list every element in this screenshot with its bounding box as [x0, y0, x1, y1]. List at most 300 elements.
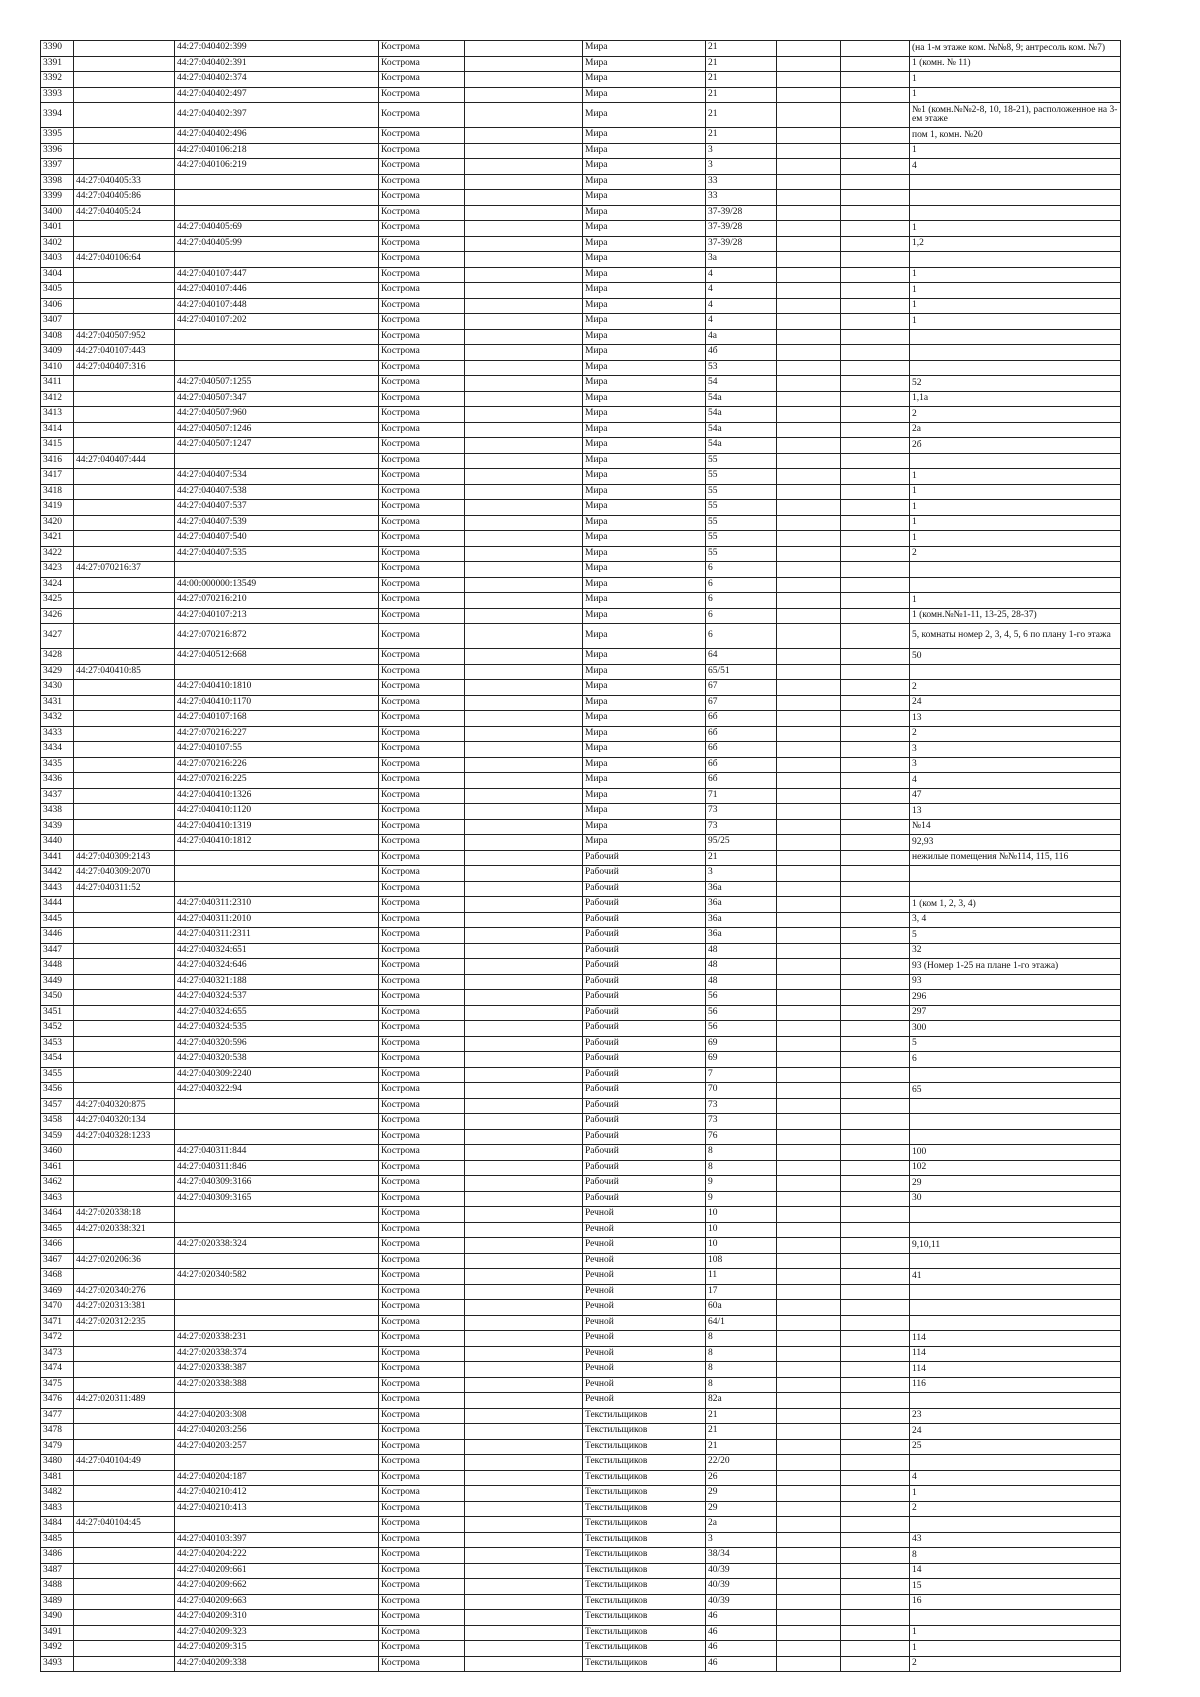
- row-number-cell: 3410: [41, 360, 74, 376]
- street-cell: Текстильщиков: [583, 1470, 706, 1486]
- street-cell: Рабочий: [583, 1176, 706, 1192]
- blank-cell-a: [465, 1222, 583, 1238]
- blank-cell-b: [777, 1501, 841, 1517]
- house-number-cell: 46: [706, 1610, 777, 1626]
- blank-cell-c: [841, 1393, 910, 1409]
- street-cell: Рабочий: [583, 1052, 706, 1068]
- row-number-cell: 3476: [41, 1393, 74, 1409]
- blank-cell-a: [465, 897, 583, 913]
- premises-cadastral-number-cell: 44:27:040407:535: [175, 546, 379, 562]
- city-cell: Кострома: [379, 1238, 465, 1254]
- street-cell: Мира: [583, 283, 706, 299]
- blank-cell-c: [841, 1486, 910, 1502]
- city-cell: Кострома: [379, 72, 465, 88]
- house-number-cell: 11: [706, 1269, 777, 1285]
- premises-cadastral-number-cell: 44:27:040407:539: [175, 515, 379, 531]
- street-cell: Мира: [583, 515, 706, 531]
- premises-number-cell: 25: [910, 1439, 1121, 1455]
- street-cell: Рабочий: [583, 1114, 706, 1130]
- house-number-cell: 6: [706, 624, 777, 649]
- blank-cell-c: [841, 804, 910, 820]
- premises-number-cell: 1,1а: [910, 391, 1121, 407]
- premises-cadastral-number-cell: 44:27:040410:1120: [175, 804, 379, 820]
- row-number-cell: 3390: [41, 41, 74, 57]
- premises-number-cell: 13: [910, 711, 1121, 727]
- table-row: [41, 1021, 1121, 1037]
- blank-cell-b: [777, 608, 841, 624]
- table-row: [41, 1517, 1121, 1533]
- table-row: [41, 1424, 1121, 1440]
- table-row: [41, 819, 1121, 835]
- street-cell: Мира: [583, 788, 706, 804]
- street-cell: Рабочий: [583, 897, 706, 913]
- blank-cell-b: [777, 1656, 841, 1672]
- house-number-cell: 21: [706, 1424, 777, 1440]
- house-number-cell: 95/25: [706, 835, 777, 851]
- street-cell: Рабочий: [583, 850, 706, 866]
- row-number-cell: 3392: [41, 72, 74, 88]
- blank-cell-b: [777, 267, 841, 283]
- land-cadastral-number-cell: [74, 1331, 175, 1347]
- land-cadastral-number-cell: [74, 41, 175, 57]
- blank-cell-b: [777, 974, 841, 990]
- street-cell: Рабочий: [583, 866, 706, 882]
- blank-cell-a: [465, 1114, 583, 1130]
- house-number-cell: 82а: [706, 1393, 777, 1409]
- table-row: [41, 221, 1121, 237]
- land-cadastral-number-cell: [74, 1594, 175, 1610]
- row-number-cell: 3419: [41, 500, 74, 516]
- premises-cadastral-number-cell: 44:27:040402:497: [175, 87, 379, 103]
- table-row: [41, 283, 1121, 299]
- street-cell: Мира: [583, 376, 706, 392]
- city-cell: Кострома: [379, 742, 465, 758]
- house-number-cell: 3: [706, 866, 777, 882]
- land-cadastral-number-cell: [74, 376, 175, 392]
- blank-cell-b: [777, 1207, 841, 1223]
- premises-cadastral-number-cell: 44:27:040311:2311: [175, 928, 379, 944]
- blank-cell-b: [777, 500, 841, 516]
- premises-number-cell: №14: [910, 819, 1121, 835]
- blank-cell-a: [465, 757, 583, 773]
- land-cadastral-number-cell: 44:27:040106:64: [74, 252, 175, 268]
- row-number-cell: 3461: [41, 1160, 74, 1176]
- table-row: [41, 1083, 1121, 1099]
- blank-cell-c: [841, 72, 910, 88]
- street-cell: Мира: [583, 360, 706, 376]
- table-row: [41, 1532, 1121, 1548]
- blank-cell-c: [841, 345, 910, 361]
- premises-cadastral-number-cell: 44:27:040324:655: [175, 1005, 379, 1021]
- premises-number-cell: [910, 1315, 1121, 1331]
- land-cadastral-number-cell: [74, 1625, 175, 1641]
- premises-number-cell: 2: [910, 1501, 1121, 1517]
- premises-cadastral-number-cell: [175, 1315, 379, 1331]
- blank-cell-c: [841, 1083, 910, 1099]
- blank-cell-c: [841, 695, 910, 711]
- blank-cell-b: [777, 1517, 841, 1533]
- blank-cell-b: [777, 391, 841, 407]
- blank-cell-c: [841, 593, 910, 609]
- table-row: [41, 1641, 1121, 1657]
- city-cell: Кострома: [379, 283, 465, 299]
- premises-number-cell: 1: [910, 72, 1121, 88]
- house-number-cell: 17: [706, 1284, 777, 1300]
- land-cadastral-number-cell: [74, 438, 175, 454]
- row-number-cell: 3477: [41, 1408, 74, 1424]
- table-row: [41, 757, 1121, 773]
- house-number-cell: 37-39/28: [706, 221, 777, 237]
- street-cell: Мира: [583, 174, 706, 190]
- premises-number-cell: 100: [910, 1145, 1121, 1161]
- table-row: [41, 1346, 1121, 1362]
- city-cell: Кострома: [379, 608, 465, 624]
- blank-cell-c: [841, 1439, 910, 1455]
- table-row: [41, 190, 1121, 206]
- blank-cell-b: [777, 1346, 841, 1362]
- premises-number-cell: 3: [910, 757, 1121, 773]
- land-cadastral-number-cell: [74, 1532, 175, 1548]
- house-number-cell: 8: [706, 1331, 777, 1347]
- land-cadastral-number-cell: 44:27:040407:316: [74, 360, 175, 376]
- premises-cadastral-number-cell: 44:27:040209:661: [175, 1563, 379, 1579]
- land-cadastral-number-cell: [74, 1269, 175, 1285]
- city-cell: Кострома: [379, 1424, 465, 1440]
- blank-cell-a: [465, 1098, 583, 1114]
- row-number-cell: 3413: [41, 407, 74, 423]
- blank-cell-c: [841, 711, 910, 727]
- document-page: [40, 40, 1120, 1672]
- street-cell: Речной: [583, 1253, 706, 1269]
- house-number-cell: 8: [706, 1145, 777, 1161]
- premises-cadastral-number-cell: 44:27:040507:347: [175, 391, 379, 407]
- blank-cell-c: [841, 1176, 910, 1192]
- table-row: [41, 773, 1121, 789]
- blank-cell-b: [777, 624, 841, 649]
- blank-cell-b: [777, 1439, 841, 1455]
- row-number-cell: 3439: [41, 819, 74, 835]
- land-cadastral-number-cell: [74, 624, 175, 649]
- blank-cell-b: [777, 453, 841, 469]
- table-row: [41, 680, 1121, 696]
- land-cadastral-number-cell: [74, 143, 175, 159]
- premises-cadastral-number-cell: [175, 205, 379, 221]
- blank-cell-b: [777, 943, 841, 959]
- street-cell: Речной: [583, 1300, 706, 1316]
- table-row: [41, 87, 1121, 103]
- blank-cell-a: [465, 1362, 583, 1378]
- premises-number-cell: 114: [910, 1331, 1121, 1347]
- land-cadastral-number-cell: 44:27:040405:24: [74, 205, 175, 221]
- premises-cadastral-number-cell: 44:27:040107:55: [175, 742, 379, 758]
- street-cell: Мира: [583, 562, 706, 578]
- premises-number-cell: 24: [910, 695, 1121, 711]
- street-cell: Мира: [583, 593, 706, 609]
- premises-cadastral-number-cell: [175, 1300, 379, 1316]
- house-number-cell: 46: [706, 1656, 777, 1672]
- land-cadastral-number-cell: 44:27:040410:85: [74, 664, 175, 680]
- blank-cell-b: [777, 1563, 841, 1579]
- premises-cadastral-number-cell: [175, 329, 379, 345]
- blank-cell-b: [777, 990, 841, 1006]
- blank-cell-a: [465, 87, 583, 103]
- house-number-cell: 10: [706, 1207, 777, 1223]
- blank-cell-c: [841, 531, 910, 547]
- blank-cell-a: [465, 1501, 583, 1517]
- blank-cell-b: [777, 469, 841, 485]
- row-number-cell: 3400: [41, 205, 74, 221]
- premises-cadastral-number-cell: 44:27:040107:202: [175, 314, 379, 330]
- city-cell: Кострома: [379, 205, 465, 221]
- premises-cadastral-number-cell: 44:27:040324:535: [175, 1021, 379, 1037]
- blank-cell-b: [777, 1191, 841, 1207]
- row-number-cell: 3480: [41, 1455, 74, 1471]
- table-row: [41, 329, 1121, 345]
- city-cell: Кострома: [379, 422, 465, 438]
- blank-cell-b: [777, 87, 841, 103]
- street-cell: Текстильщиков: [583, 1455, 706, 1471]
- blank-cell-b: [777, 56, 841, 72]
- premises-number-cell: 4: [910, 773, 1121, 789]
- house-number-cell: 21: [706, 87, 777, 103]
- blank-cell-b: [777, 252, 841, 268]
- city-cell: Кострома: [379, 159, 465, 175]
- blank-cell-a: [465, 360, 583, 376]
- premises-cadastral-number-cell: 44:27:070216:210: [175, 593, 379, 609]
- premises-number-cell: [910, 1393, 1121, 1409]
- blank-cell-c: [841, 221, 910, 237]
- land-cadastral-number-cell: [74, 912, 175, 928]
- row-number-cell: 3459: [41, 1129, 74, 1145]
- premises-cadastral-number-cell: 44:27:070216:225: [175, 773, 379, 789]
- house-number-cell: 33: [706, 190, 777, 206]
- row-number-cell: 3488: [41, 1579, 74, 1595]
- premises-cadastral-number-cell: 44:27:040320:596: [175, 1036, 379, 1052]
- premises-number-cell: 47: [910, 788, 1121, 804]
- house-number-cell: 6: [706, 562, 777, 578]
- row-number-cell: 3485: [41, 1532, 74, 1548]
- premises-cadastral-number-cell: 44:27:040311:846: [175, 1160, 379, 1176]
- blank-cell-b: [777, 103, 841, 128]
- table-row: [41, 1160, 1121, 1176]
- premises-number-cell: 1: [910, 515, 1121, 531]
- city-cell: Кострома: [379, 974, 465, 990]
- city-cell: Кострома: [379, 41, 465, 57]
- blank-cell-b: [777, 376, 841, 392]
- table-row: [41, 1300, 1121, 1316]
- house-number-cell: 36а: [706, 928, 777, 944]
- blank-cell-c: [841, 1222, 910, 1238]
- table-row: [41, 205, 1121, 221]
- row-number-cell: 3408: [41, 329, 74, 345]
- blank-cell-a: [465, 1517, 583, 1533]
- premises-cadastral-number-cell: 44:27:040107:213: [175, 608, 379, 624]
- row-number-cell: 3454: [41, 1052, 74, 1068]
- table-row: [41, 159, 1121, 175]
- city-cell: Кострома: [379, 1408, 465, 1424]
- blank-cell-c: [841, 881, 910, 897]
- blank-cell-b: [777, 1036, 841, 1052]
- blank-cell-b: [777, 407, 841, 423]
- blank-cell-a: [465, 562, 583, 578]
- city-cell: Кострома: [379, 391, 465, 407]
- premises-number-cell: [910, 1098, 1121, 1114]
- land-cadastral-number-cell: [74, 819, 175, 835]
- blank-cell-b: [777, 649, 841, 665]
- land-cadastral-number-cell: 44:27:040104:45: [74, 1517, 175, 1533]
- land-cadastral-number-cell: [74, 159, 175, 175]
- city-cell: Кострома: [379, 726, 465, 742]
- premises-number-cell: [910, 866, 1121, 882]
- blank-cell-b: [777, 577, 841, 593]
- land-cadastral-number-cell: 44:27:020311:489: [74, 1393, 175, 1409]
- city-cell: Кострома: [379, 912, 465, 928]
- city-cell: Кострома: [379, 1300, 465, 1316]
- house-number-cell: 73: [706, 1114, 777, 1130]
- row-number-cell: 3418: [41, 484, 74, 500]
- blank-cell-c: [841, 283, 910, 299]
- land-cadastral-number-cell: [74, 1439, 175, 1455]
- row-number-cell: 3415: [41, 438, 74, 454]
- street-cell: Мира: [583, 56, 706, 72]
- city-cell: Кострома: [379, 850, 465, 866]
- blank-cell-c: [841, 267, 910, 283]
- row-number-cell: 3430: [41, 680, 74, 696]
- land-cadastral-number-cell: [74, 500, 175, 516]
- blank-cell-a: [465, 103, 583, 128]
- table-row: [41, 500, 1121, 516]
- house-number-cell: 21: [706, 103, 777, 128]
- premises-cadastral-number-cell: 44:27:040210:412: [175, 1486, 379, 1502]
- blank-cell-b: [777, 143, 841, 159]
- blank-cell-a: [465, 314, 583, 330]
- street-cell: Мира: [583, 190, 706, 206]
- row-number-cell: 3393: [41, 87, 74, 103]
- row-number-cell: 3403: [41, 252, 74, 268]
- premises-number-cell: 1: [910, 221, 1121, 237]
- land-cadastral-number-cell: 44:27:020206:36: [74, 1253, 175, 1269]
- house-number-cell: 48: [706, 943, 777, 959]
- house-number-cell: 21: [706, 56, 777, 72]
- blank-cell-a: [465, 531, 583, 547]
- city-cell: Кострома: [379, 1594, 465, 1610]
- city-cell: Кострома: [379, 1470, 465, 1486]
- table-row: [41, 1594, 1121, 1610]
- land-cadastral-number-cell: [74, 283, 175, 299]
- premises-cadastral-number-cell: 44:27:040320:538: [175, 1052, 379, 1068]
- city-cell: Кострома: [379, 835, 465, 851]
- premises-number-cell: №1 (комн.№№2-8, 10, 18-21), расположенное на 3-ем этаже: [910, 103, 1121, 128]
- table-row: [41, 174, 1121, 190]
- table-row: [41, 72, 1121, 88]
- row-number-cell: 3433: [41, 726, 74, 742]
- blank-cell-c: [841, 1579, 910, 1595]
- land-cadastral-number-cell: 44:27:040405:86: [74, 190, 175, 206]
- land-cadastral-number-cell: 44:27:040320:875: [74, 1098, 175, 1114]
- street-cell: Мира: [583, 757, 706, 773]
- street-cell: Мира: [583, 695, 706, 711]
- blank-cell-c: [841, 453, 910, 469]
- row-number-cell: 3412: [41, 391, 74, 407]
- house-number-cell: 4а: [706, 329, 777, 345]
- blank-cell-c: [841, 1455, 910, 1471]
- city-cell: Кострома: [379, 695, 465, 711]
- premises-cadastral-number-cell: 44:27:040204:187: [175, 1470, 379, 1486]
- city-cell: Кострома: [379, 1114, 465, 1130]
- house-number-cell: 56: [706, 1005, 777, 1021]
- premises-cadastral-number-cell: 44:27:020338:374: [175, 1346, 379, 1362]
- blank-cell-a: [465, 959, 583, 975]
- blank-cell-b: [777, 1455, 841, 1471]
- land-cadastral-number-cell: 44:27:020313:381: [74, 1300, 175, 1316]
- blank-cell-a: [465, 391, 583, 407]
- table-row: [41, 41, 1121, 57]
- blank-cell-b: [777, 314, 841, 330]
- blank-cell-a: [465, 1269, 583, 1285]
- row-number-cell: 3490: [41, 1610, 74, 1626]
- city-cell: Кострома: [379, 1377, 465, 1393]
- blank-cell-a: [465, 205, 583, 221]
- blank-cell-c: [841, 1625, 910, 1641]
- blank-cell-b: [777, 711, 841, 727]
- house-number-cell: 37-39/28: [706, 205, 777, 221]
- blank-cell-a: [465, 1470, 583, 1486]
- street-cell: Мира: [583, 221, 706, 237]
- city-cell: Кострома: [379, 819, 465, 835]
- blank-cell-a: [465, 174, 583, 190]
- blank-cell-a: [465, 143, 583, 159]
- blank-cell-c: [841, 1315, 910, 1331]
- premises-number-cell: 1: [910, 1625, 1121, 1641]
- row-number-cell: 3491: [41, 1625, 74, 1641]
- street-cell: Речной: [583, 1238, 706, 1254]
- row-number-cell: 3448: [41, 959, 74, 975]
- city-cell: Кострома: [379, 174, 465, 190]
- row-number-cell: 3453: [41, 1036, 74, 1052]
- land-cadastral-number-cell: [74, 974, 175, 990]
- table-row: [41, 1408, 1121, 1424]
- house-number-cell: 69: [706, 1036, 777, 1052]
- row-number-cell: 3416: [41, 453, 74, 469]
- city-cell: Кострома: [379, 1548, 465, 1564]
- blank-cell-c: [841, 469, 910, 485]
- city-cell: Кострома: [379, 103, 465, 128]
- city-cell: Кострома: [379, 298, 465, 314]
- premises-number-cell: 114: [910, 1346, 1121, 1362]
- blank-cell-c: [841, 1269, 910, 1285]
- blank-cell-a: [465, 1284, 583, 1300]
- blank-cell-b: [777, 1300, 841, 1316]
- premises-cadastral-number-cell: [175, 1129, 379, 1145]
- blank-cell-b: [777, 1021, 841, 1037]
- street-cell: Текстильщиков: [583, 1579, 706, 1595]
- table-row: [41, 143, 1121, 159]
- blank-cell-b: [777, 1129, 841, 1145]
- blank-cell-c: [841, 1191, 910, 1207]
- land-cadastral-number-cell: [74, 267, 175, 283]
- land-cadastral-number-cell: [74, 1145, 175, 1161]
- blank-cell-b: [777, 515, 841, 531]
- premises-cadastral-number-cell: 44:27:040402:391: [175, 56, 379, 72]
- land-cadastral-number-cell: [74, 1005, 175, 1021]
- blank-cell-a: [465, 329, 583, 345]
- premises-number-cell: 3: [910, 742, 1121, 758]
- row-number-cell: 3471: [41, 1315, 74, 1331]
- table-row: [41, 1610, 1121, 1626]
- land-cadastral-number-cell: [74, 1656, 175, 1672]
- city-cell: Кострома: [379, 1005, 465, 1021]
- table-row: [41, 1253, 1121, 1269]
